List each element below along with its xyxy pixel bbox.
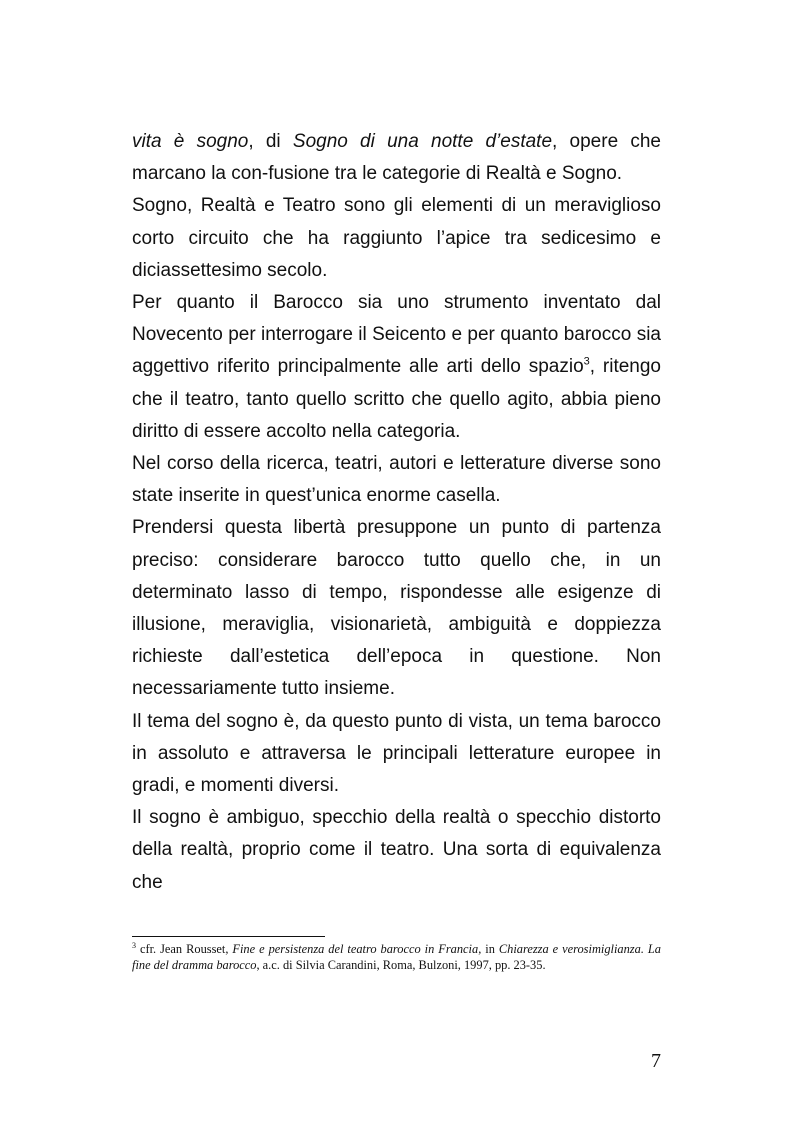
- paragraph: [132, 287, 661, 448]
- paragraph: Il sogno è ambiguo, specchio della realtà o specchio distorto della realtà, proprio come il teatro. Una sorta di equivalenza che: [132, 807, 661, 893]
- body-text: [132, 126, 661, 899]
- paragraph: Il tema del sogno è, da questo punto di vista, un tema barocco in assoluto e attraversa le principali letterature europee in gradi, e momenti diversi.: [132, 710, 661, 797]
- footnote-number: 3: [132, 940, 136, 950]
- text-run: Per quanto il Barocco sia uno strumento inventato dal Novecento per interrogare il Seicento e per quanto barocco sia aggettivo riferito principalmente alle arti dello spazio: [132, 292, 661, 378]
- paragraph: Sogno, Realtà e Teatro sono gli elementi di un meraviglioso corto circuito che ha raggiunto l’apice tra sedicesimo e diciassettesimo secolo.: [132, 195, 661, 281]
- italic-title: Fine e persistenza del teatro barocco in Francia: [232, 942, 479, 956]
- footnote-reference: 3: [583, 356, 590, 369]
- paragraph: Nel corso della ricerca, teatri, autori e letterature diverse sono state inserite in quest’unica enorme casella.: [132, 453, 661, 507]
- text-run: , opere che marcano la con-fusione tra le categorie di Realtà e Sogno.: [132, 131, 661, 185]
- italic-title: vita è sogno: [132, 131, 249, 152]
- footnote-separator: [132, 936, 325, 937]
- paragraph: [132, 126, 661, 190]
- paragraph: Prendersi questa libertà presuppone un punto di partenza preciso: considerare barocco tutto quello che, in un determinato lasso di tempo, rispondesse alle esigenze di illusione, meraviglia, visionarietà, ambiguità e doppiezza richieste dall’estetica dell’epoca in questione. Non necessariamente tutto insieme.: [132, 517, 661, 700]
- text-run: , in: [478, 942, 499, 956]
- italic-title: Sogno di una notte d’estate: [292, 131, 553, 152]
- text-run: , a.c. di Silvia Carandini, Roma, Bulzoni, 1997, pp. 23-35.: [256, 958, 546, 972]
- page-number: 7: [651, 1050, 661, 1072]
- text-run: , ritengo che il teatro, tanto quello scritto che quello agito, abbia pieno diritto di essere accolto nella categoria.: [132, 356, 661, 442]
- text-run: , di: [248, 131, 293, 152]
- footnote: [132, 941, 661, 973]
- italic-title: Chiarezza e verosimiglianza. La fine del dramma barocco: [132, 942, 661, 972]
- text-run: cfr. Jean Rousset,: [136, 942, 233, 956]
